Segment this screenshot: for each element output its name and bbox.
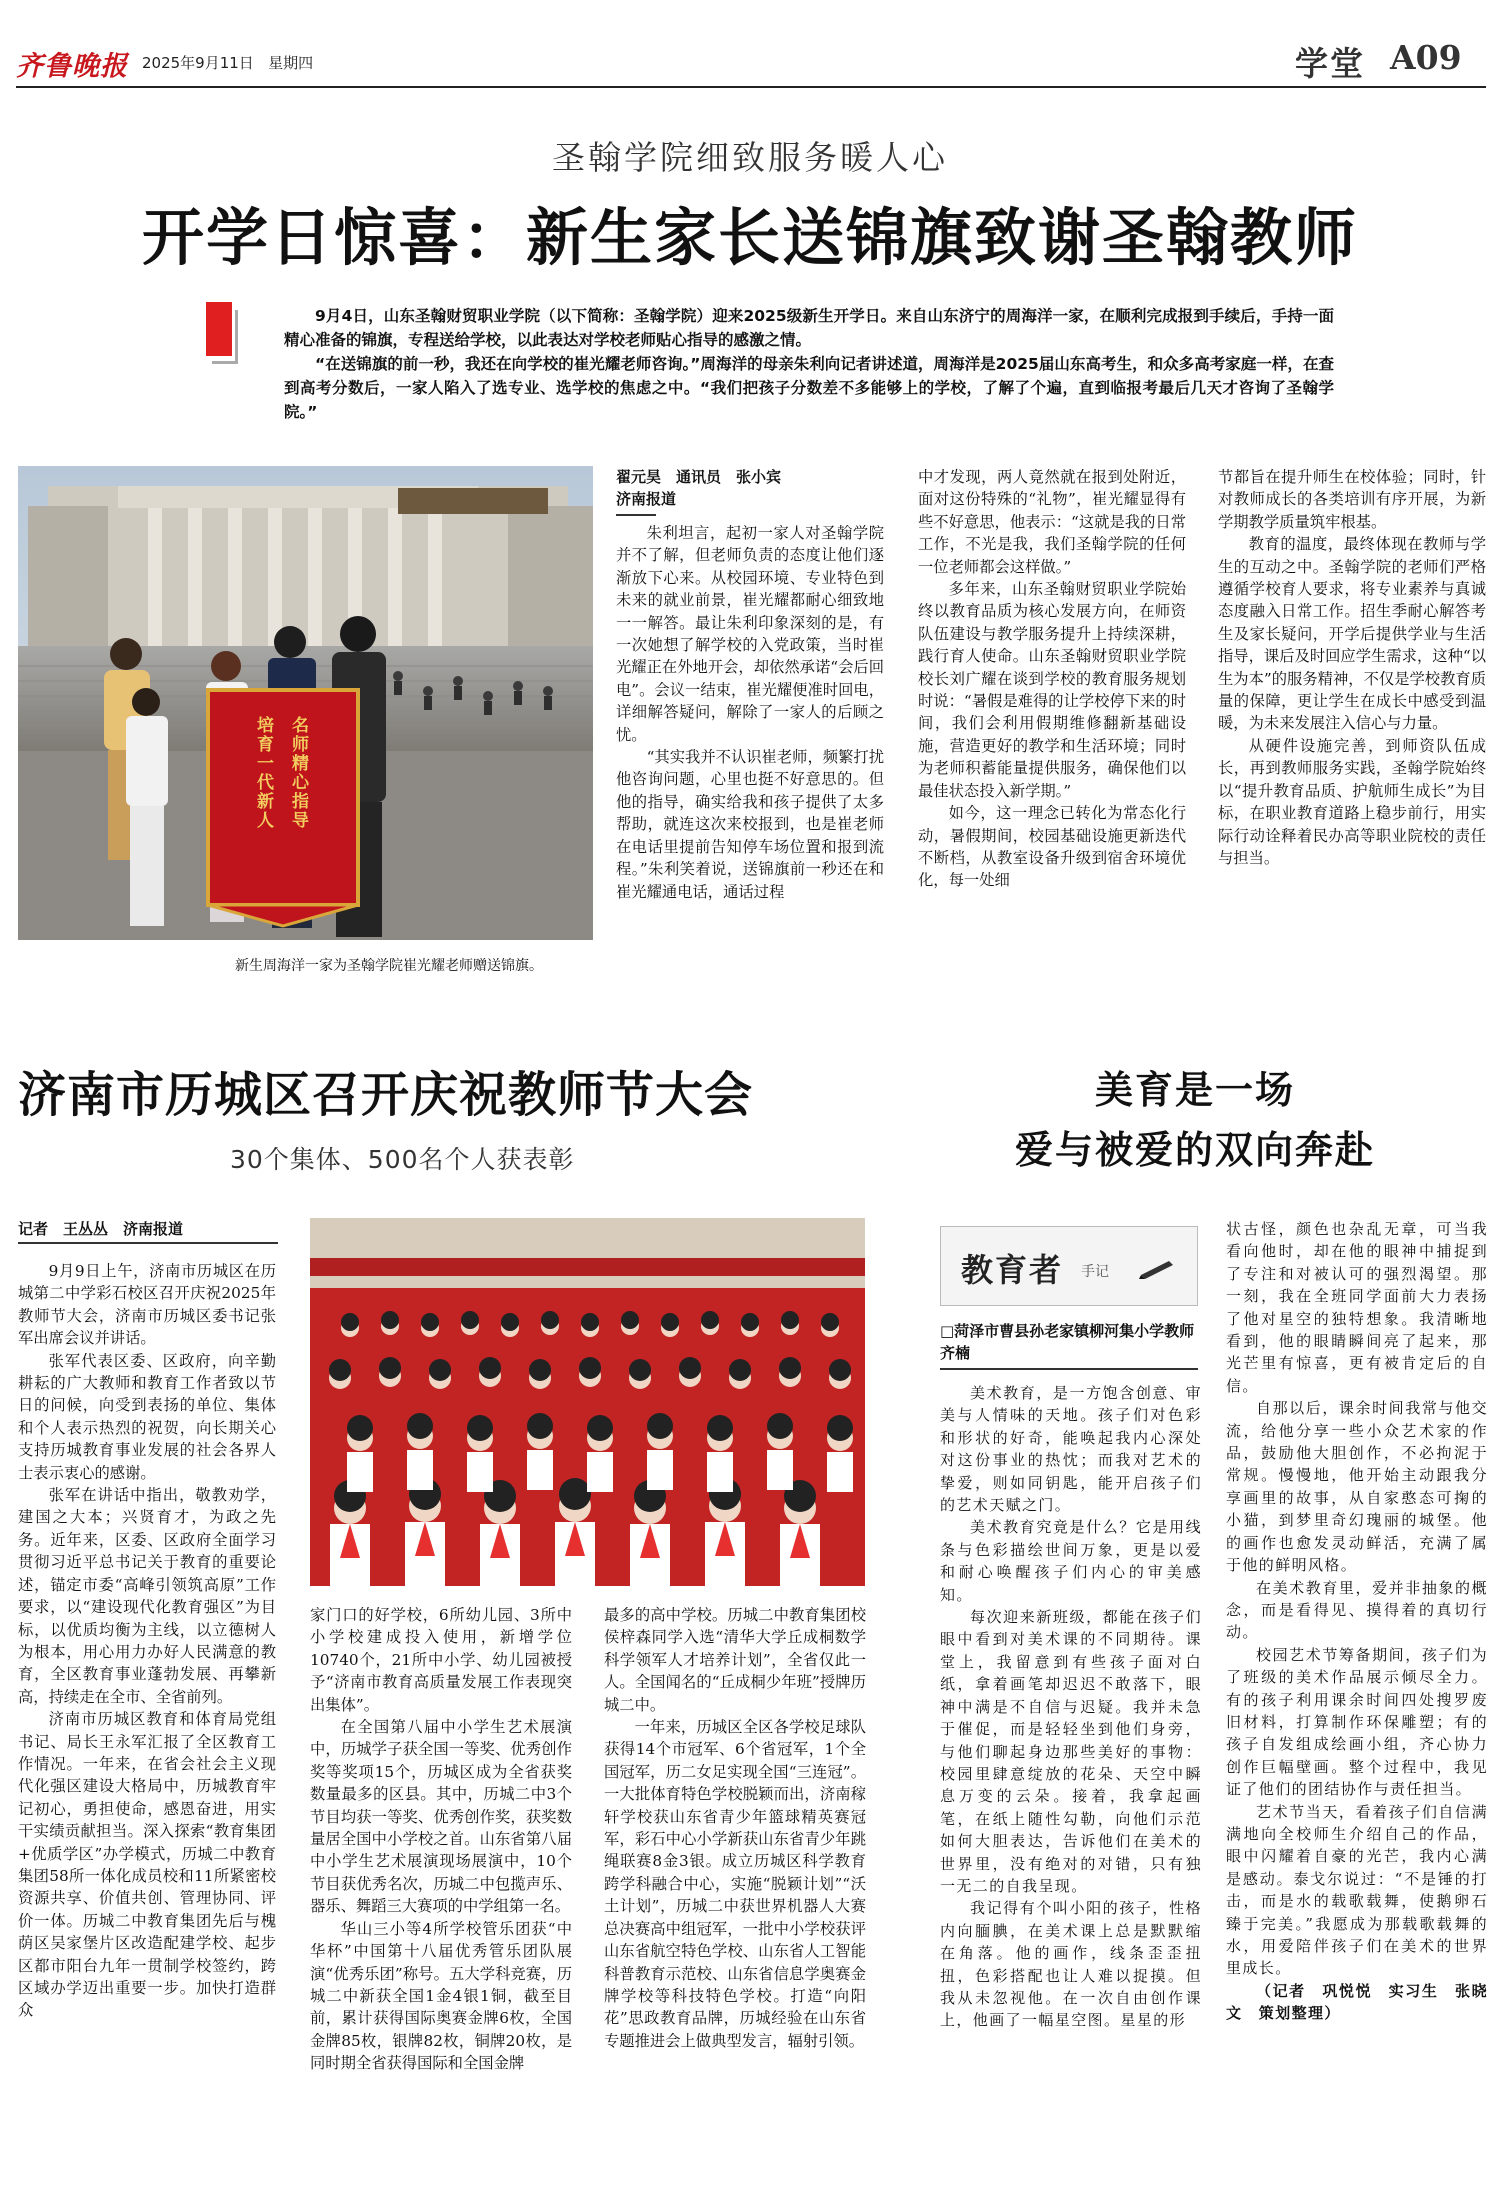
- article2-byline: 记者 王丛丛 济南报道: [18, 1220, 184, 1238]
- article1-lead: [284, 304, 1334, 424]
- paragraph: 校园艺术节筹备期间，孩子们为了班级的美术作品展示倾尽全力。有的孩子利用课余时间四处搜罗废旧材料，打算制作环保雕塑；有的孩子自发组成绘画小组，齐心协力创作巨幅壁画。整个过程中，我见证了他们的团结协作与责任担当。: [1226, 1645, 1488, 1799]
- paragraph: 多年来，山东圣翰财贸职业学院始终以教育品质为核心发展方向，在师资队伍建设与教学服务提升上持续深耕，践行育人使命。山东圣翰财贸职业学院校长刘广耀在谈到学校的教育服务规划时说：“暑假是难得的让学校停下来的时间，我们会利用假期维修翻新基础设施，营造更好的教学和生活环境；同时为老师积蓄能量提供服务，确保他们以最佳状态投入新学期。”: [918, 580, 1186, 800]
- paragraph: 如今，这一理念已转化为常态化行动，暑假期间，校园基础设施更新迭代不断档，从教室设备升级到宿舍环境优化，每一处细: [918, 804, 1186, 890]
- column-badge: [940, 1226, 1198, 1306]
- article2-title: 济南市历城区召开庆祝教师节大会: [18, 1067, 754, 1123]
- article3-column-2: [1226, 1218, 1488, 2025]
- paragraph: 美术教育究竟是什么？它是用线条与色彩描绘世间万象，更是以爱和耐心唤醒孩子们内心的审美感知。: [940, 1518, 1202, 1604]
- ceremony-photo: [18, 466, 593, 940]
- paragraph: 美术教育，是一方饱含创意、审美与人情味的天地。孩子们对色彩和形状的好奇，能唤起我内心深处对这份事业的热忱；而我对艺术的挚爱，则如同钥匙，能开启孩子们的艺术天赋之门。: [940, 1384, 1202, 1515]
- article1-photo: [18, 466, 593, 940]
- article3-credit: （记者 巩悦悦 实习生 张晓文 策划整理）: [1226, 1981, 1488, 2023]
- article1-byline: [616, 466, 846, 510]
- byline-rule: [18, 1242, 278, 1244]
- article2-subtitle: 30个集体、500名个人获表彰: [230, 1145, 575, 1174]
- article1-column-2: [918, 466, 1186, 892]
- lead-paragraph: “在送锦旗的前一秒，我还在向学校的崔光耀老师咨询。”周海洋的母亲朱利向记者讲述道，周海洋是2025届山东高考生，和众多高考家庭一样，在查到高考分数后，一家人陷入了选专业、选学校的焦虑之中。“我们把孩子分数差不多能够上的学校，了解了个遍，直到临报考最后几天才咨询了圣翰学院。”: [284, 355, 1334, 421]
- badge-text: 教育者: [961, 1251, 1064, 1289]
- banner-line-2: 培育一代新人: [253, 716, 273, 830]
- article2-photo: [310, 1218, 865, 1586]
- paragraph: 家门口的好学校，6所幼儿园、3所中小学校建成投入使用，新增学位10740个，21所中小学、幼儿园被授予“济南市教育高质量发展工作表现突出集体”。: [310, 1606, 572, 1714]
- paragraph: 朱利坦言，起初一家人对圣翰学院并不了解，但老师负责的态度让他们逐渐放下心来。从校园环境、专业特色到未来的就业前景，崔光耀都耐心细致地一一解答。最让朱利印象深刻的是，有一次她想了解学校的入党政策，当时崔光耀正在外地开会，却依然承诺“会后回电”。会议一结束，崔光耀便准时回电，详细解答疑问，解除了一家人的后顾之忧。: [616, 524, 884, 744]
- article1-title: 开学日惊喜：新生家长送锦旗致谢圣翰教师: [141, 201, 1358, 274]
- article1-photo-caption: 新生周海洋一家为圣翰学院崔光耀老师赠送锦旗。: [235, 958, 543, 974]
- paragraph: 艺术节当天，看着孩子们自信满满地向全校师生介绍自己的作品，眼中闪耀着自豪的光芒，我内心满是感动。泰戈尔说过：“不是锤的打击，而是水的载歌载舞，使鹅卵石臻于完美。”我愿成为那载歌载舞的水，用爱陪伴孩子们在美术的世界里成长。: [1226, 1802, 1488, 1978]
- header-rule: [16, 86, 1486, 88]
- paragraph: 我记得有个叫小阳的孩子，性格内向腼腆，在美术课上总是默默缩在角落。他的画作，线条歪歪扭扭，色彩搭配也让人难以捉摸。但我从未忽视他。在一次自由创作课上，他画了一幅星空图。星星的形: [940, 1899, 1202, 2030]
- issue-date: [142, 52, 313, 73]
- section-name: 学堂: [1295, 44, 1365, 83]
- banner-line-1: 名师精心指导: [288, 716, 308, 830]
- title-line: 爱与被爱的双向奔赴: [1014, 1127, 1375, 1172]
- paragraph: 自那以后，课余时间我常与他交流，给他分享一些小众艺术家的作品，鼓励他大胆创作，不必拘泥于常规。慢慢地，他开始主动跟我分享画里的故事，从自家憨态可掬的小猫，到梦里奇幻瑰丽的城堡。他的画作也愈发灵动鲜活，充满了属于他的鲜明风格。: [1226, 1399, 1488, 1575]
- article1-column-3: [1218, 466, 1486, 869]
- newspaper-logo: 齐鲁晚报: [16, 51, 128, 82]
- byline-rule: [616, 514, 656, 516]
- paragraph: 张军在讲话中指出，敬教劝学，建国之大本；兴贤育才，为政之先务。近年来，区委、区政府全面学习贯彻习近平总书记关于教育的重要论述，锚定市委“高峰引领筑高原”工作要求，以“建设现代化教育强区”为目标，以优质均衡为主线，以立德树人为根本，用心用力办好人民满意的教育，全区教育事业蓬勃发展、再攀新高，持续走在全市、全省前列。: [18, 1486, 276, 1706]
- article3-title: [900, 1060, 1490, 1180]
- paragraph: 最多的高中学校。历城二中教育集团校侯梓森同学入选“清华大学丘成桐数学科学领军人才培养计划”，全省仅此一人。全国闻名的“丘成桐少年班”授牌历城二中。: [604, 1606, 866, 1714]
- title-line: 美育是一场: [1094, 1067, 1295, 1112]
- page-number: A09: [1390, 38, 1462, 77]
- paragraph: 节都旨在提升师生在校体验；同时，针对教师成长的各类培训有序开展，为新学期教学质量筑牢根基。: [1218, 468, 1486, 531]
- auditorium-photo: [310, 1218, 865, 1586]
- paragraph: 张军代表区委、区政府，向辛勤耕耘的广大教师和教育工作者致以节日的问候，向受到表扬的单位、集体和个人表示热烈的祝贺，向长期关心支持历城教育事业发展的社会各界人士表示衷心的感谢。: [18, 1351, 276, 1482]
- date-text: 2025年9月11日: [142, 54, 254, 72]
- paragraph: 状古怪，颜色也杂乱无章，可当我看向他时，却在他的眼神中捕捉到了专注和对被认可的强烈渴望。那一刻，我在全班同学面前大力表扬了他对星空的独特想象。我清晰地看到，他的眼睛瞬间亮了起来，那光芒里有惊喜，更有被肯定后的自信。: [1226, 1220, 1488, 1395]
- article2-column-1: [18, 1260, 276, 2022]
- pen-icon: [1139, 1257, 1175, 1279]
- badge-small-text: 手记: [1081, 1264, 1109, 1280]
- shadow-square-icon: [212, 310, 238, 364]
- byline-place: 济南报道: [616, 490, 677, 508]
- paragraph: “其实我并不认识崔老师，频繁打扰他咨询问题，心里也挺不好意思的。但他的指导，确实给我和孩子提供了太多帮助，就连这次来校报到，也是崔老师在电话里提前告知停车场位置和报到流程。”朱利笑着说，送锦旗前一秒还在和崔光耀通电话，通话过程: [616, 748, 884, 901]
- article3-column-1: [940, 1382, 1202, 2032]
- paragraph: 9月9日上午，济南市历城区在历城第二中学彩石校区召开庆祝2025年教师节大会，济南市历城区委书记张军出席会议并讲话。: [18, 1262, 276, 1348]
- paragraph: 每次迎来新班级，都能在孩子们眼中看到对美术课的不同期待。课堂上，我留意到有些孩子面对白纸，拿着画笔却迟迟不敢落下，眼神中满是不自信与迟疑。我并未急于催促，而是轻轻坐到他们身旁，与他们聊起身边那些美好的事物：校园里肆意绽放的花朵、天空中瞬息万变的云朵。接着，我拿起画笔，在纸上随性勾勒，向他们示范如何大胆表达，告诉他们在美术的世界里，没有绝对的对错，只有独一无二的自我呈现。: [940, 1608, 1202, 1895]
- paragraph: 一年来，历城区全区各学校足球队获得14个市冠军、6个省冠军，1个全国冠军，历二女足实现全国“三连冠”。一大批体育特色学校脱颖而出，济南稼轩学校获山东省青少年篮球精英赛冠军，彩石中心小学新获山东省青少年跳绳联赛8金3银。成立历城区科学教育跨学科融合中心，实施“脱颖计划”“沃土计划”，历城二中获世界机器人大赛总决赛高中组冠军，一批中小学校获评山东省航空特色学校、山东省人工智能科普教育示范校、山东省信息学奥赛金牌学校等科技特色学校。打造“向阳花”思政教育品牌，历城经验在山东省专题推进会上做典型发言，辐射引领。: [604, 1718, 866, 2050]
- article2-column-3: [604, 1604, 866, 2052]
- paragraph: 教育的温度，最终体现在教师与学生的互动之中。圣翰学院的老师们严格遵循学校育人要求，将专业素养与真诚态度融入日常工作。招生季耐心解答考生及家长疑问，开学后提供学业与生活指导，课后及时回应学生需求，这种“以生为本”的服务精神，不仅是学校教育质量的保障，更让学生在成长中感受到温暖，为未来发展注入信心与力量。: [1218, 535, 1486, 733]
- lead-paragraph: 9月4日，山东圣翰财贸职业学院（以下简称：圣翰学院）迎来2025级新生开学日。来自山东济宁的周海洋一家，在顺利完成报到手续后，手持一面精心准备的锦旗，专程送给学校，以此表达对学校老师贴心指导的感激之情。: [284, 307, 1334, 349]
- byline-reporters: 翟元昊 通讯员 张小宾: [616, 468, 782, 486]
- paragraph: 中才发现，两人竟然就在报到处附近，面对这份特殊的“礼物”，崔光耀显得有些不好意思，他表示：“这就是我的日常工作，不光是我，我们圣翰学院的任何一位老师都会这样做。”: [918, 468, 1186, 576]
- article2-column-2: [310, 1604, 572, 2075]
- paragraph: 在全国第八届中小学生艺术展演中，历城学子获全国一等奖、优秀创作奖等奖项15个，历城区成为全省获奖数量最多的区县。其中，历城二中3个节目均获一等奖、优秀创作奖，获奖数量居全国中小学校之首。山东省第八届中小学生艺术展演现场展演中，10个节目获优秀名次，历城二中包揽声乐、器乐、舞蹈三大赛项的中学组第一名。: [310, 1718, 572, 1916]
- article1-column-1: [616, 522, 884, 903]
- article1-kicker: 圣翰学院细致服务暖人心: [552, 138, 948, 177]
- weekday-text: 星期四: [268, 54, 314, 72]
- paragraph: 华山三小等4所学校管乐团获“中华杯”中国第十八届优秀管乐团队展演“优秀乐团”称号。五大学科竞赛，历城二中新获全国1金4银1铜，截至目前，累计获得国际奥赛金牌6枚，全国金牌85枚，银牌82枚，铜牌20枚，是同时期全省获得国际和全国金牌: [310, 1919, 572, 2073]
- byline-rule: [940, 1368, 1198, 1370]
- paragraph: 从硬件设施完善，到师资队伍成长，再到教师服务实践，圣翰学院始终以“提升教育品质、护航师生成长”为目标，在职业教育道路上稳步前行，用实际行动诠释着民办高等职业院校的责任与担当。: [1218, 736, 1486, 867]
- paragraph: 在美术教育里，爱并非抽象的概念，而是看得见、摸得着的真切行动。: [1226, 1578, 1488, 1642]
- paragraph: 济南市历城区教育和体育局党组书记、局长王永军汇报了全区教育工作情况。一年来，在省会社会主义现代化强区建设大格局中，历城教育牢记初心，勇担使命，感恩奋进，用实干实绩贡献担当。深入探索“教育集团+优质学区”办学模式，历城二中教育集团58所一体化成员校和11所紧密校资源共享、价值共创、管理协同、评价一体。历城二中教育集团先后与槐荫区吴家堡片区改造配建学校、起步区都市阳台九年一贯制学校签约，跨区域办学迈出重要一步。加快打造群众: [18, 1710, 276, 2020]
- article3-author: □菏泽市曹县孙老家镇柳河集小学教师 齐楠: [940, 1322, 1210, 1362]
